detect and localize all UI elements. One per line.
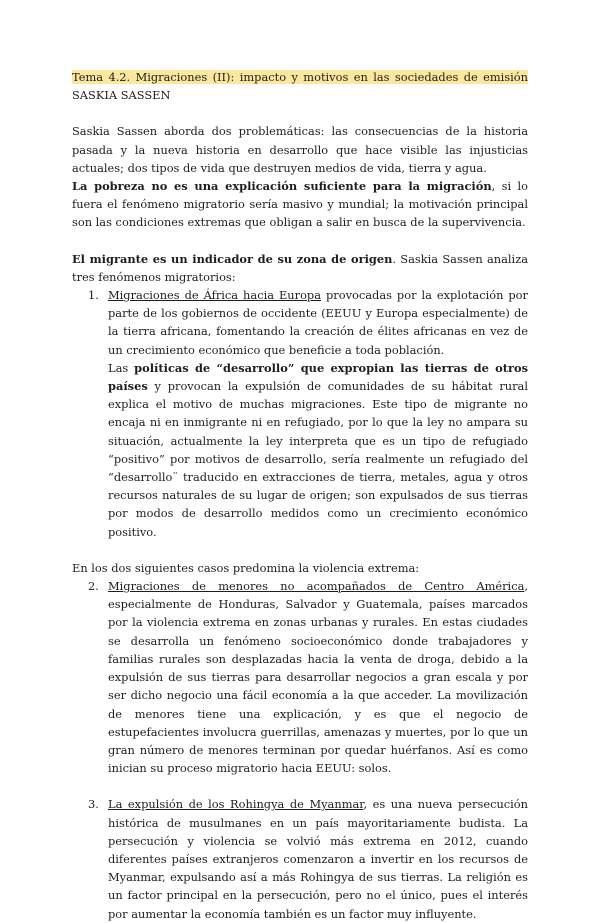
central-america-heading: Migraciones de menores no acompañados de Centro América — [108, 579, 525, 594]
rohingya-paragraph — [108, 795, 528, 922]
title-highlighted: Tema 4.2. Migraciones (II): impacto y motivos en las sociedades de emisión — [72, 70, 528, 84]
document-title — [72, 68, 528, 104]
list-item-rohingya — [72, 795, 528, 922]
intro-paragraph: Saskia Sassen aborda dos problemáticas: las consecuencias de la historia pasada y la nueva historia en desarrollo que hace visible las injusticias actuales; dos tipos de vida que destruyen medios de vida, tierra y agua. — [72, 124, 528, 175]
section2-intro: En los dos siguientes casos predomina la violencia extrema: — [72, 560, 420, 575]
list-number: 3. — [88, 797, 99, 812]
migration-section — [72, 250, 528, 541]
africa-p2-bold: políticas de “desarrollo” que expropian las tierras de otros países — [108, 360, 528, 394]
africa-text: provocadas por la explotación por parte de los gobiernos de occidente (EEUU y Europa especialmente) de la tierra africana, fomentando la creación de élites africanas en vez de un crecimiento económico que beneficie a toda población. — [108, 288, 528, 357]
list-item-central-america — [72, 577, 528, 777]
section1-bold-lead: El migrante es un indicador de su zona de origen — [72, 251, 393, 266]
list-number: 2. — [88, 579, 99, 594]
poverty-bold-lead: La pobreza no es una explicación suficiente para la migración — [72, 179, 492, 194]
migration-list-1 — [72, 286, 528, 541]
central-america-text: , especialmente de Honduras, Salvador y Guatemala, países marcados por la violencia extrema en zonas urbanas y rurales. En estas ciudades se desarrolla un fenómeno socioeconómico donde trabajadores y familias rurales son desplazadas hacia la venta de droga, debido a la expulsión de sus tierras para desarrollar negocios a gran escala y por ser dicho negocio una fácil economía a la que acceder. La movilización de menores tiene una explicación, y es que el negocio de estupefacientes involucra guerrillas, amenazas y muertes, por lo que un gran número de menores terminan por quedar huérfanos. Así es como inician su proceso migratorio hacia EEUU: solos. — [108, 579, 528, 776]
rohingya-text: , es una nueva persecución histórica de musulmanes en un país mayoritariamente budista. La persecución y violencia se volvió más extrema en 2012, cuando diferentes países extranjeros comenzaron a invertir en los recursos de Myanmar, expulsando así a más Rohingya de sus tierras. La religión es un factor principal en la persecución, pero no el único, pues el interés por aumentar la economía también es un factor muy influyente. — [108, 797, 528, 921]
migration-list-2 — [72, 577, 528, 923]
poverty-paragraph — [72, 177, 528, 232]
rohingya-heading: La expulsión de los Rohingya de Myanmar — [108, 797, 364, 812]
section1-rest: . Saskia Sassen analiza tres fenómenos migratorios: — [72, 251, 528, 284]
central-america-paragraph — [108, 577, 528, 777]
title-author: SASKIA SASSEN — [72, 88, 171, 103]
africa-paragraph-2 — [108, 359, 528, 541]
intro-block — [72, 122, 528, 231]
africa-heading: Migraciones de África hacia Europa — [108, 288, 322, 303]
africa-paragraph-1 — [108, 286, 528, 359]
section1-intro — [72, 250, 528, 286]
africa-p2-rest: y provocan la expulsión de comunidades de su hábitat rural explica el motivo de muchas migraciones. Este tipo de migrante no encaja ni en inmigrante ni en refugiado, por lo que la ley no ampara su situación, actualmente la ley interpreta que es un tipo de refugiado “positivo” por motivos de desarrollo, sería realmente un refugiado del “desarrollo¨ traducido en extracciones de tierra, metales, agua y otros recursos naturales de su lugar de origen; son expulsados de sus tierras por modos de desarrollo medidos como un crecimiento económico positivo. — [108, 379, 528, 539]
poverty-rest: , si lo fuera el fenómeno migratorio sería masivo y mundial; la motivación principal son las condiciones extremas que obligan a salir en busca de la supervivencia. — [72, 179, 528, 230]
africa-p2-pre: Las — [108, 360, 135, 375]
list-number: 1. — [88, 288, 99, 303]
violence-section — [72, 559, 528, 923]
list-item-africa — [72, 286, 528, 541]
